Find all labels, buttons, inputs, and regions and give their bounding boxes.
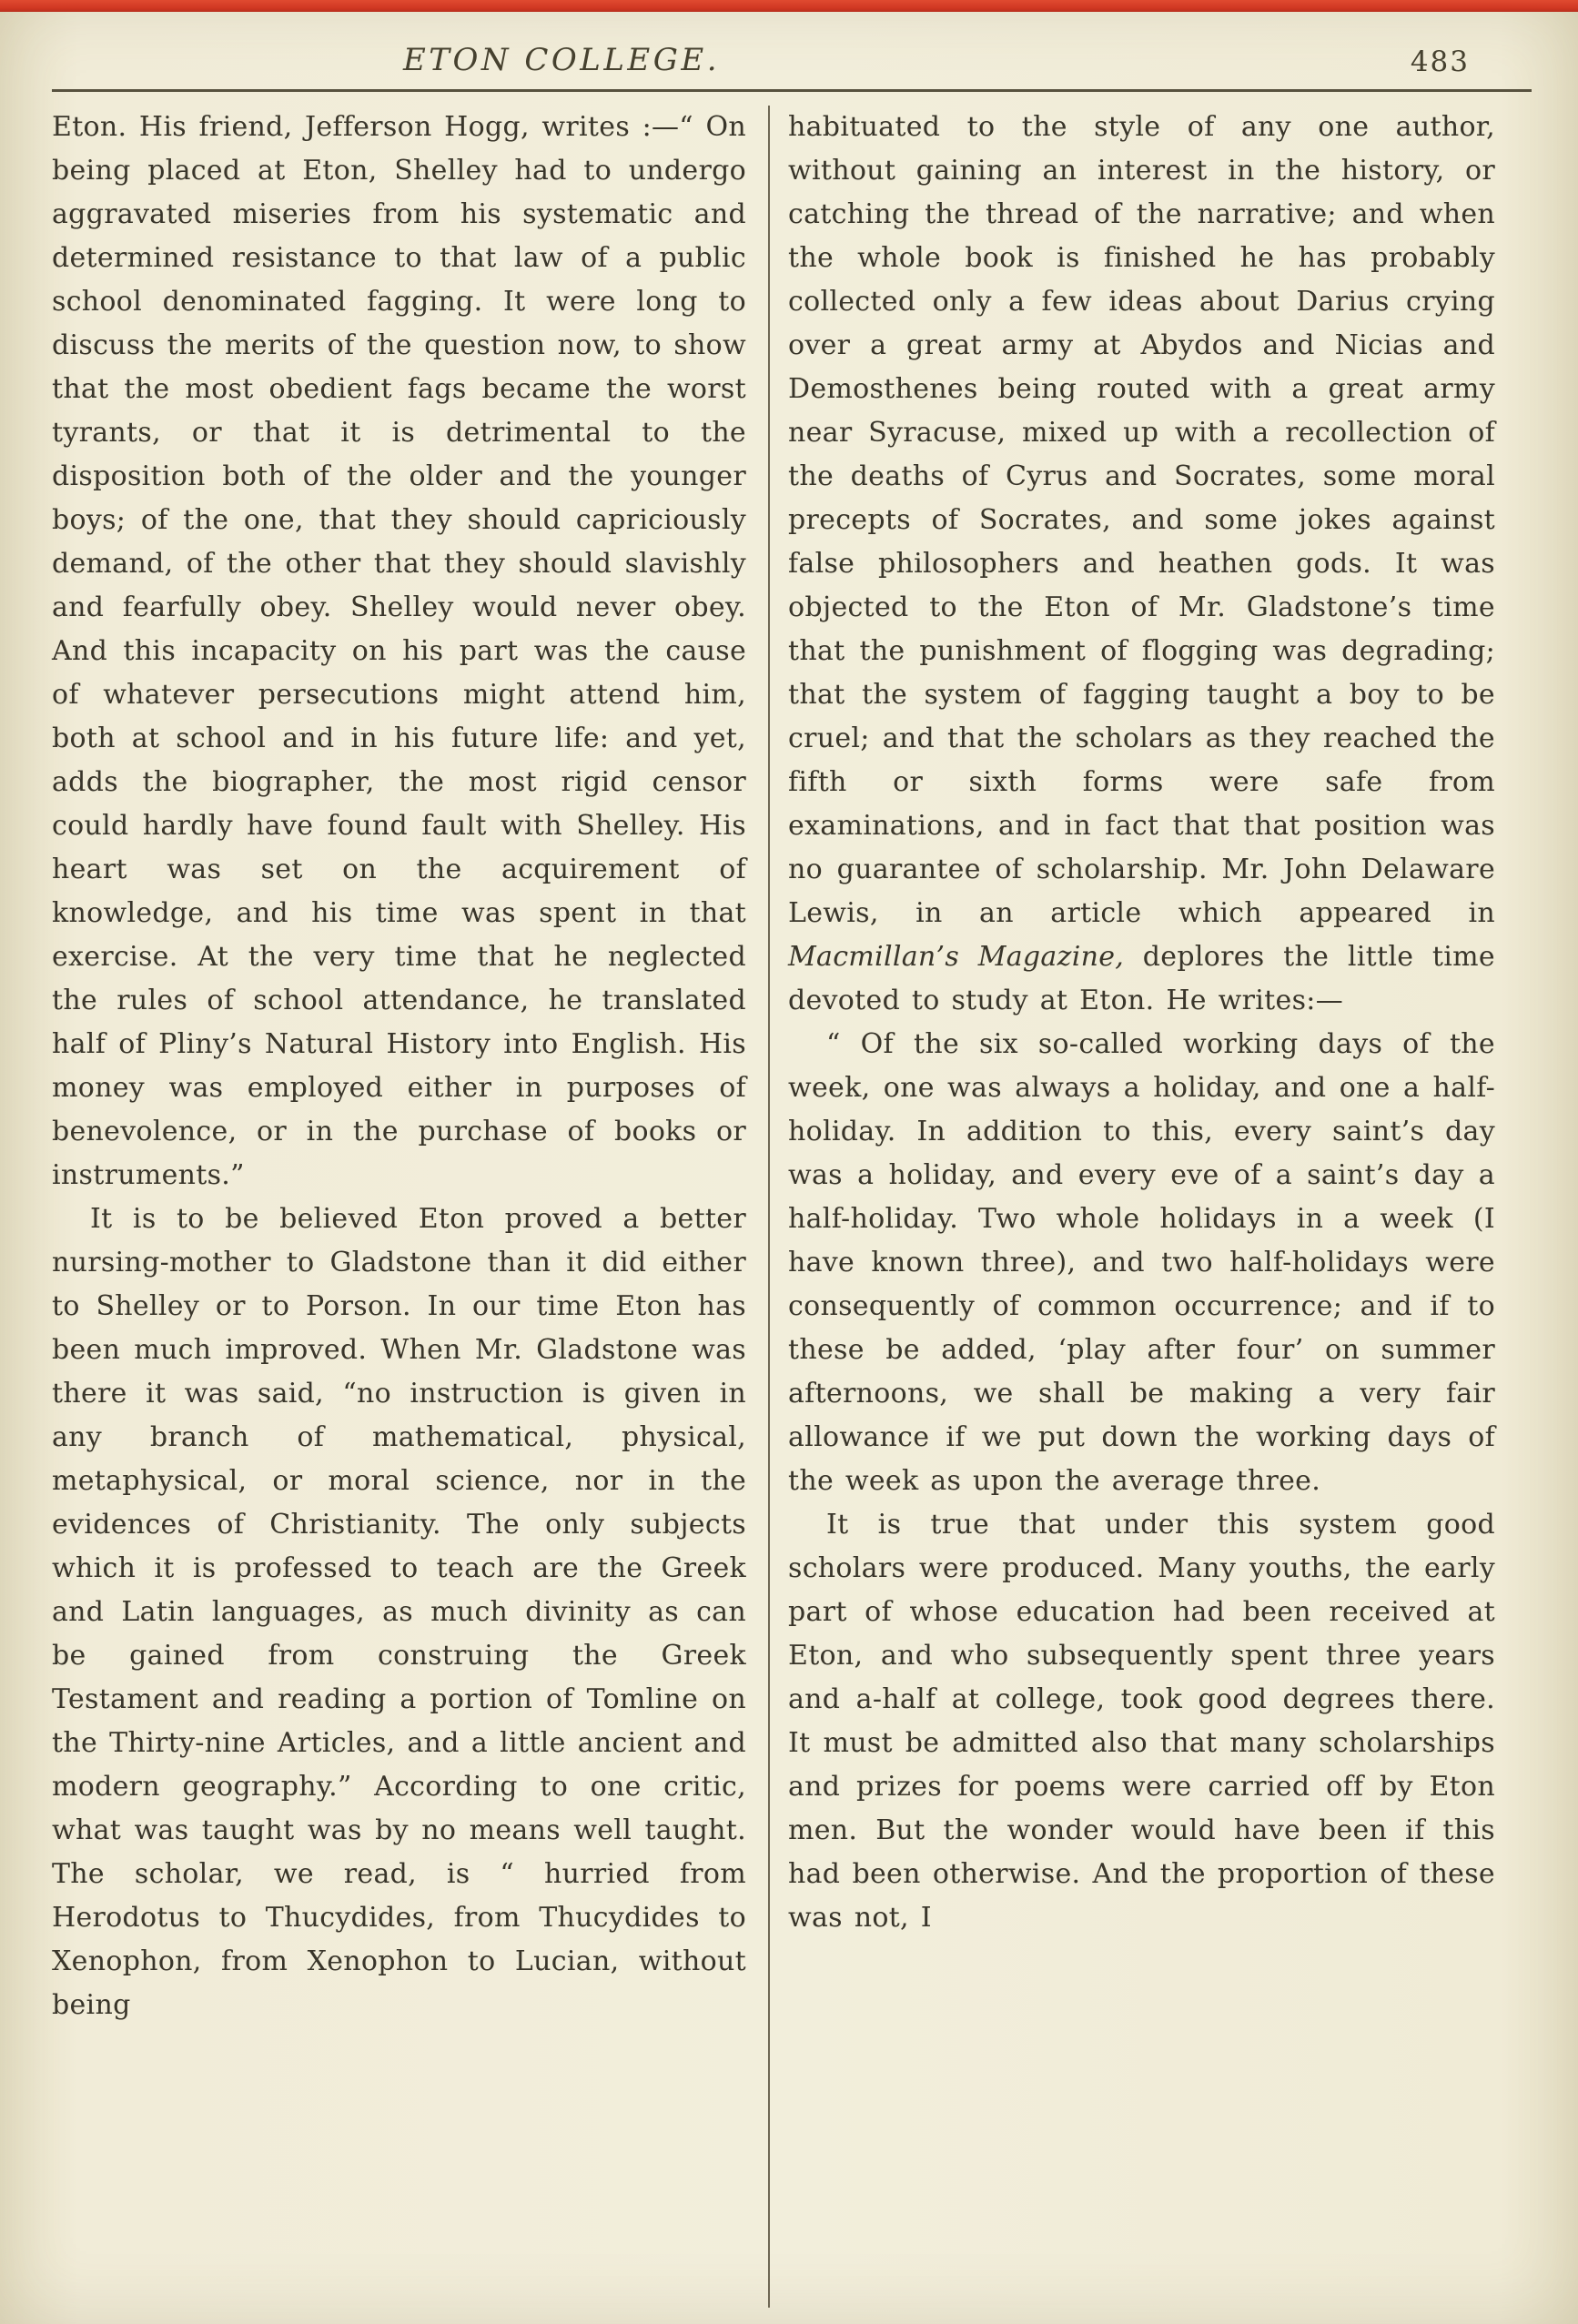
paragraph-right-1 (788, 106, 1495, 1023)
paragraph-left-2: It is to be believed Eton proved a better nursing-mother to Gladstone than it did either to Shelley or to Porson. In our time Eton has been much improved. When Mr. Gladstone was there it was said, “no instruction is given in any branch of mathematical, physical, metaphysical, or moral science, nor in the evidences of Christianity. The only subjects which it is professed to teach are the Greek and Latin languages, as much divinity as can be gained from construing the Greek Testament and reading a portion of Tomline on the Thirty-nine Articles, and a little ancient and modern geography.” According to one critic, what was taught was by no means well taught. The scholar, we read, is “ hurried from Herodotus to Thucydides, from Thucydides to Xenophon, from Xenophon to Lucian, without being (52, 1203, 746, 2021)
text-columns (52, 106, 1532, 2308)
scan-edge-band (0, 0, 1578, 12)
paragraph-right-1-text: habituated to the style of any one author, without gaining an interest in the history, or catching the thread of the narrative; and when the whole book is finished he has probably collected only a few ideas about Darius crying over a great army at Abydos and Nicias and Demosthenes being routed with a great army near Syracuse, mixed up with a recollection of the deaths of Cyrus and Socrates, some moral precepts of Socrates, and some jokes against false philosophers and heathen gods. It was objected to the Eton of Mr. Gladstone’s time that the punishment of flogging was degrading; that the system of fagging taught a boy to be cruel; and that the scholars as they reached the fifth or sixth forms were safe from examinations, and in fact that that position was no guarantee of scholarship. Mr. John Delaware Lewis, in an article which appeared in (788, 111, 1495, 929)
left-column (52, 106, 746, 2308)
header-rule (52, 89, 1532, 92)
page-number: 483 (1410, 45, 1470, 78)
paragraph-left-1: Eton. His friend, Jefferson Hogg, writes :—“ On being placed at Eton, Shelley had to undergo aggravated miseries from his systematic and determined resistance to that law of a public school denominated fagging. It were long to discuss the merits of the question now, to show that the most obedient fags became the worst tyrants, or that it is detrimental to the disposition both of the older and the younger boys; of the one, that they should capriciously demand, of the other that they should slavishly and fearfully obey. Shelley would never obey. And this incapacity on his part was the cause of whatever persecutions might attend him, both at school and in his future life: and yet, adds the biographer, the most rigid censor could hardly have found fault with Shelley. His heart was set on the acquirement of knowledge, and his time was spent in that exercise. At the very time that he neglected the rules of school attendance, he translated half of Pliny’s Natural History into English. His money was employed either in purposes of benevolence, or in the purchase of books or instruments.” (52, 111, 746, 1191)
paragraph-right-1-text-end: deplores the little time devoted to study at Eton. He writes:— (788, 941, 1495, 1016)
column-divider (768, 106, 770, 2308)
paragraph-right-3: It is true that under this system good scholars were produced. Many youths, the early part of whose education had been received at Eton, and who subsequently spent three years and a-half at college, took good degrees there. It must be admitted also that many scholarships and prizes for poems were carried off by Eton men. But the wonder would have been if this had been otherwise. And the proportion of these was not, I (788, 1509, 1495, 1934)
paragraph-right-2: “ Of the six so-called working days of the week, one was always a holiday, and one a half-holiday. In addition to this, every saint’s day was a holiday, and every eve of a saint’s day a half-holiday. Two whole holidays in a week (I have known three), and two half-holidays were consequently of common occurrence; and if to these be added, ‘play after four’ on summer afternoons, we shall be making a very fair allowance if we put down the working days of the week as upon the average three. (788, 1028, 1495, 1497)
right-column (788, 106, 1495, 2308)
magazine-title-italic: Macmillan’s Magazine, (788, 941, 1125, 973)
running-title: ETON COLLEGE. (402, 42, 721, 78)
page-header (52, 35, 1532, 84)
